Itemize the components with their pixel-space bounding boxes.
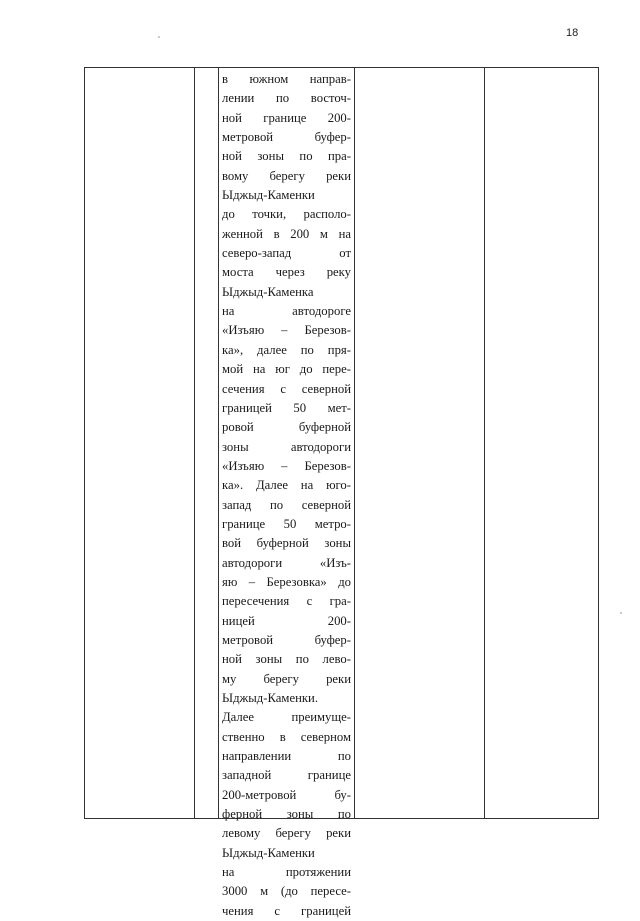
text-line: в южном направ- bbox=[222, 72, 351, 86]
page-number: 18 bbox=[566, 27, 579, 39]
text-line: ницей 200- bbox=[222, 613, 351, 628]
text-line: ной зоны по пра- bbox=[222, 149, 351, 164]
text-line: ной зоны по лево- bbox=[222, 652, 351, 667]
text-line: Далее преимуще- bbox=[222, 710, 351, 725]
text-line: пересечения с гра- bbox=[222, 594, 351, 609]
text-line: северо-запад от bbox=[222, 246, 351, 261]
text-line: метровой буфер- bbox=[222, 130, 351, 145]
text-line: западной границе bbox=[222, 768, 351, 783]
text-line: Ыджыд-Каменки. bbox=[222, 691, 318, 705]
text-line: «Изъяю – Березов- bbox=[222, 458, 351, 473]
text-line: Ыджыд-Каменки bbox=[222, 188, 315, 203]
text-line: ка», далее по пря- bbox=[222, 342, 351, 357]
text-line: метровой буфер- bbox=[222, 632, 351, 647]
document-table bbox=[84, 67, 599, 918]
text-line: вому берегу реки bbox=[222, 168, 351, 183]
text-line: автодороги «Изъ- bbox=[222, 555, 351, 570]
text-line: ственно в северном bbox=[222, 729, 351, 744]
text-line: женной в 200 м на bbox=[222, 226, 351, 241]
text-line: запад по северной bbox=[222, 497, 351, 512]
table-column-divider bbox=[218, 68, 219, 818]
boundary-description-cell bbox=[222, 70, 351, 921]
text-line: лении по восточ- bbox=[222, 91, 351, 106]
scan-speck bbox=[158, 36, 160, 38]
text-line: Ыджыд-Каменка bbox=[222, 284, 314, 299]
text-line: чения с границей bbox=[222, 903, 351, 918]
table-column-divider bbox=[354, 68, 355, 818]
text-line: сечения с северной bbox=[222, 381, 351, 396]
text-line: вой буферной зоны bbox=[222, 536, 351, 551]
text-line: направлении по bbox=[222, 749, 351, 764]
text-line: ровой буферной bbox=[222, 420, 351, 435]
text-line: ка». Далее на юго- bbox=[222, 478, 351, 493]
text-line: яю – Березовка» до bbox=[222, 574, 351, 589]
text-line: на автодороге bbox=[222, 304, 351, 319]
text-line: моста через реку bbox=[222, 265, 351, 280]
text-line: мой на юг до пере- bbox=[222, 362, 351, 377]
text-line: до точки, располо- bbox=[222, 207, 351, 222]
scan-speck bbox=[620, 612, 622, 614]
text-line: левому берегу реки bbox=[222, 826, 351, 841]
text-line: ферной зоны по bbox=[222, 807, 351, 822]
text-line: зоны автодороги bbox=[222, 439, 351, 454]
text-line: на протяжении bbox=[222, 865, 351, 880]
text-line: границе 50 метро- bbox=[222, 516, 351, 531]
text-line: границей 50 мет- bbox=[222, 400, 351, 415]
text-line: Ыджыд-Каменки bbox=[222, 845, 315, 860]
table-column-divider bbox=[194, 68, 195, 818]
table-column-divider bbox=[484, 68, 485, 818]
text-line: ной границе 200- bbox=[222, 110, 351, 125]
text-line: «Изъяю – Березов- bbox=[222, 323, 351, 338]
text-line: му берегу реки bbox=[222, 671, 351, 686]
text-line: 3000 м (до пересе- bbox=[222, 884, 351, 899]
text-line: 200-метровой бу- bbox=[222, 787, 351, 802]
